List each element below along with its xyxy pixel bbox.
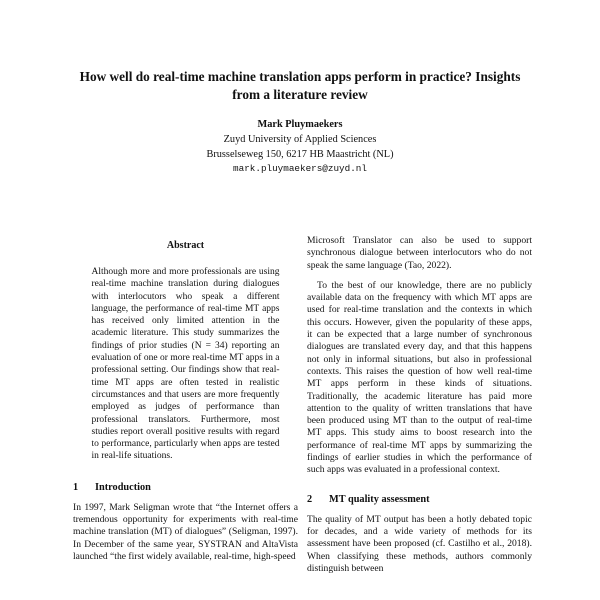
section-title: MT quality assessment	[329, 493, 430, 505]
right-paragraph-2: To the best of our knowledge, there are no publicly available data on the frequency with which MT apps are used for real-time translation and the contexts in which this occurs. However, given the popularity of these apps, it can be expected that a large number of synchronous dialogues are translated every day, and that this happens not only in informal situations, but also in professional contexts. This raises the question of how well real-time MT apps perform in these kinds of situations. Traditionally, the academic literature has paid more attention to the quality of written translations that have been produced using MT than to the output of real-time MT apps. This study aims to boost research into the performance of real-time MT apps by summarizing the findings of earlier studies in which the performance of such apps was evaluated in a professional context.	[307, 279, 532, 476]
author-name: Mark Pluymaekers	[257, 119, 343, 130]
intro-paragraph: In 1997, Mark Seligman wrote that “the Internet offers a tremendous opportunity for experiments with real-time machine translation (MT) of dialogues” (Seligman, 1997). In December of the same year, SYSTRAN and AltaVista launched “the first widely available, real-time, high-speed	[73, 501, 298, 562]
right-column	[307, 235, 532, 600]
section-number: 1	[73, 481, 79, 493]
abstract-text: Although more and more professionals are using real-time machine translation during dialogues with interlocutors who speak a different language, the performance of real-time MT apps has received only limited attention in the academic literature. This study summarizes the findings of prior studies (N = 34) reporting an evaluation of one or more real-time MT apps in a professional setting. Our findings show that real-time MT apps are often tested in realistic circumstances and that users are more frequently employed as judges of performance than professional translators. Furthermore, most studies report overall positive results with regard to performance, particularly when apps are tested in real-life situations.	[91, 267, 280, 462]
left-column	[73, 240, 298, 600]
right-paragraph-1: Microsoft Translator can also be used to support synchronous dialogue between interlocutors who do not speak the same language (Tao, 2022).	[307, 235, 532, 271]
section-title: Introduction	[95, 481, 151, 493]
author-block	[120, 118, 480, 177]
section-heading-mt-quality	[307, 493, 532, 506]
author-affiliation: Zuyd University of Applied Sciences	[223, 133, 377, 145]
section-number: 2	[307, 493, 313, 505]
author-address: Brusselseweg 150, 6217 HB Maastricht (NL)	[206, 148, 394, 160]
section-heading-introduction	[73, 481, 298, 494]
mt-quality-paragraph: The quality of MT output has been a hotly debated topic for decades, and a wide variety of methods for its assessment have been proposed (cf. Castilho et al., 2018). When classifying these methods, authors commonly distinguish between	[307, 513, 532, 574]
author-email: mark.pluymaekers@zuyd.nl	[233, 163, 367, 175]
paper-title: How well do real-time machine translation apps perform in practice? Insights from a literature review	[79, 69, 521, 102]
abstract-heading: Abstract	[166, 240, 205, 251]
